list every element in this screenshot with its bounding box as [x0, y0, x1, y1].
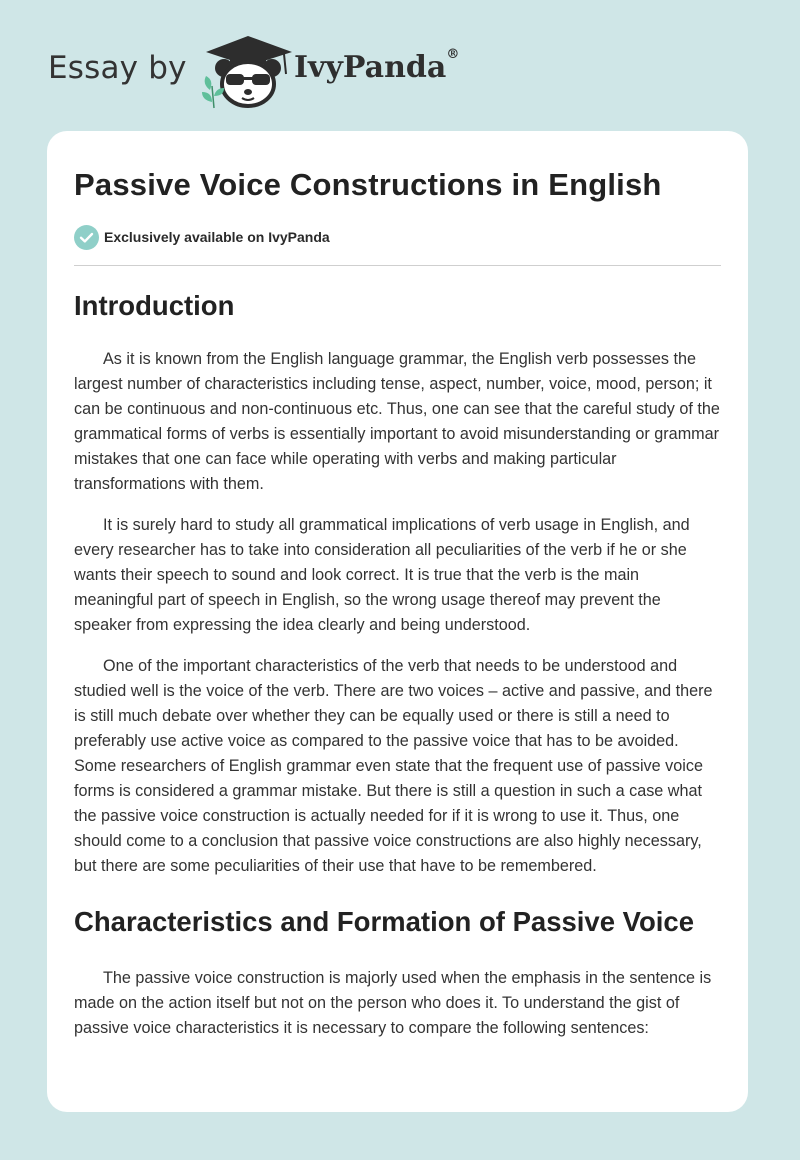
divider — [74, 265, 721, 266]
panda-graduate-icon[interactable] — [200, 30, 296, 110]
page-title: Passive Voice Constructions in English — [74, 167, 662, 202]
section-heading-introduction: Introduction — [74, 290, 235, 321]
check-circle-icon — [74, 225, 99, 250]
site-header — [48, 30, 508, 110]
paragraph: It is surely hard to study all grammatical implications of verb usage in English, and every researcher has to take into consideration all peculiarities of the verb if he or she wants their speech to sound and look correct. It is true that the verb is the main meaningful part of speech in English, so the wrong usage thereof may prevent the speaker from expressing the idea clearly and being understood. — [74, 516, 690, 634]
section-heading-characteristics: Characteristics and Formation of Passive Voice — [74, 906, 694, 937]
exclusive-label: Exclusively available on IvyPanda — [104, 229, 330, 245]
exclusive-badge — [74, 224, 721, 250]
paragraph: One of the important characteristics of the verb that needs to be understood and studied well is the voice of the verb. There are two voices – active and passive, and there is still much debate over whether they can be equally used or there is still a need to preferably use active voice as compared to the passive voice that has to be avoided. Some researchers of English grammar even state that the frequent use of passive voice forms is considered a grammar mistake. But there is still a question in such a case what the passive voice construction is actually needed for if it is wrong to use it. Thus, one should come to a conclusion that passive voice constructions are also highly necessary, but there are some peculiarities of their use that have to be remembered. — [74, 657, 713, 875]
registered-mark: ® — [446, 47, 460, 62]
paragraph: As it is known from the English language grammar, the English verb possesses the largest number of characteristics including tense, aspect, number, voice, mood, person; it can be continuous and non-continuous etc. Thus, one can see that the careful study of the grammatical forms of verbs is essentially important to avoid misunderstanding or grammar mistakes that one can face while operating with verbs and making particular transformations with them. — [74, 350, 720, 493]
paragraph: The passive voice construction is majorly used when the emphasis in the sentence is made on the action itself but not on the person who does it. To understand the gist of passive voice characteristics it is necessary to compare the following sentences: — [74, 969, 712, 1037]
brand-name[interactable]: IvyPanda® — [294, 47, 460, 85]
essay-by-label: Essay by — [48, 50, 187, 86]
essay-card — [47, 131, 748, 1112]
